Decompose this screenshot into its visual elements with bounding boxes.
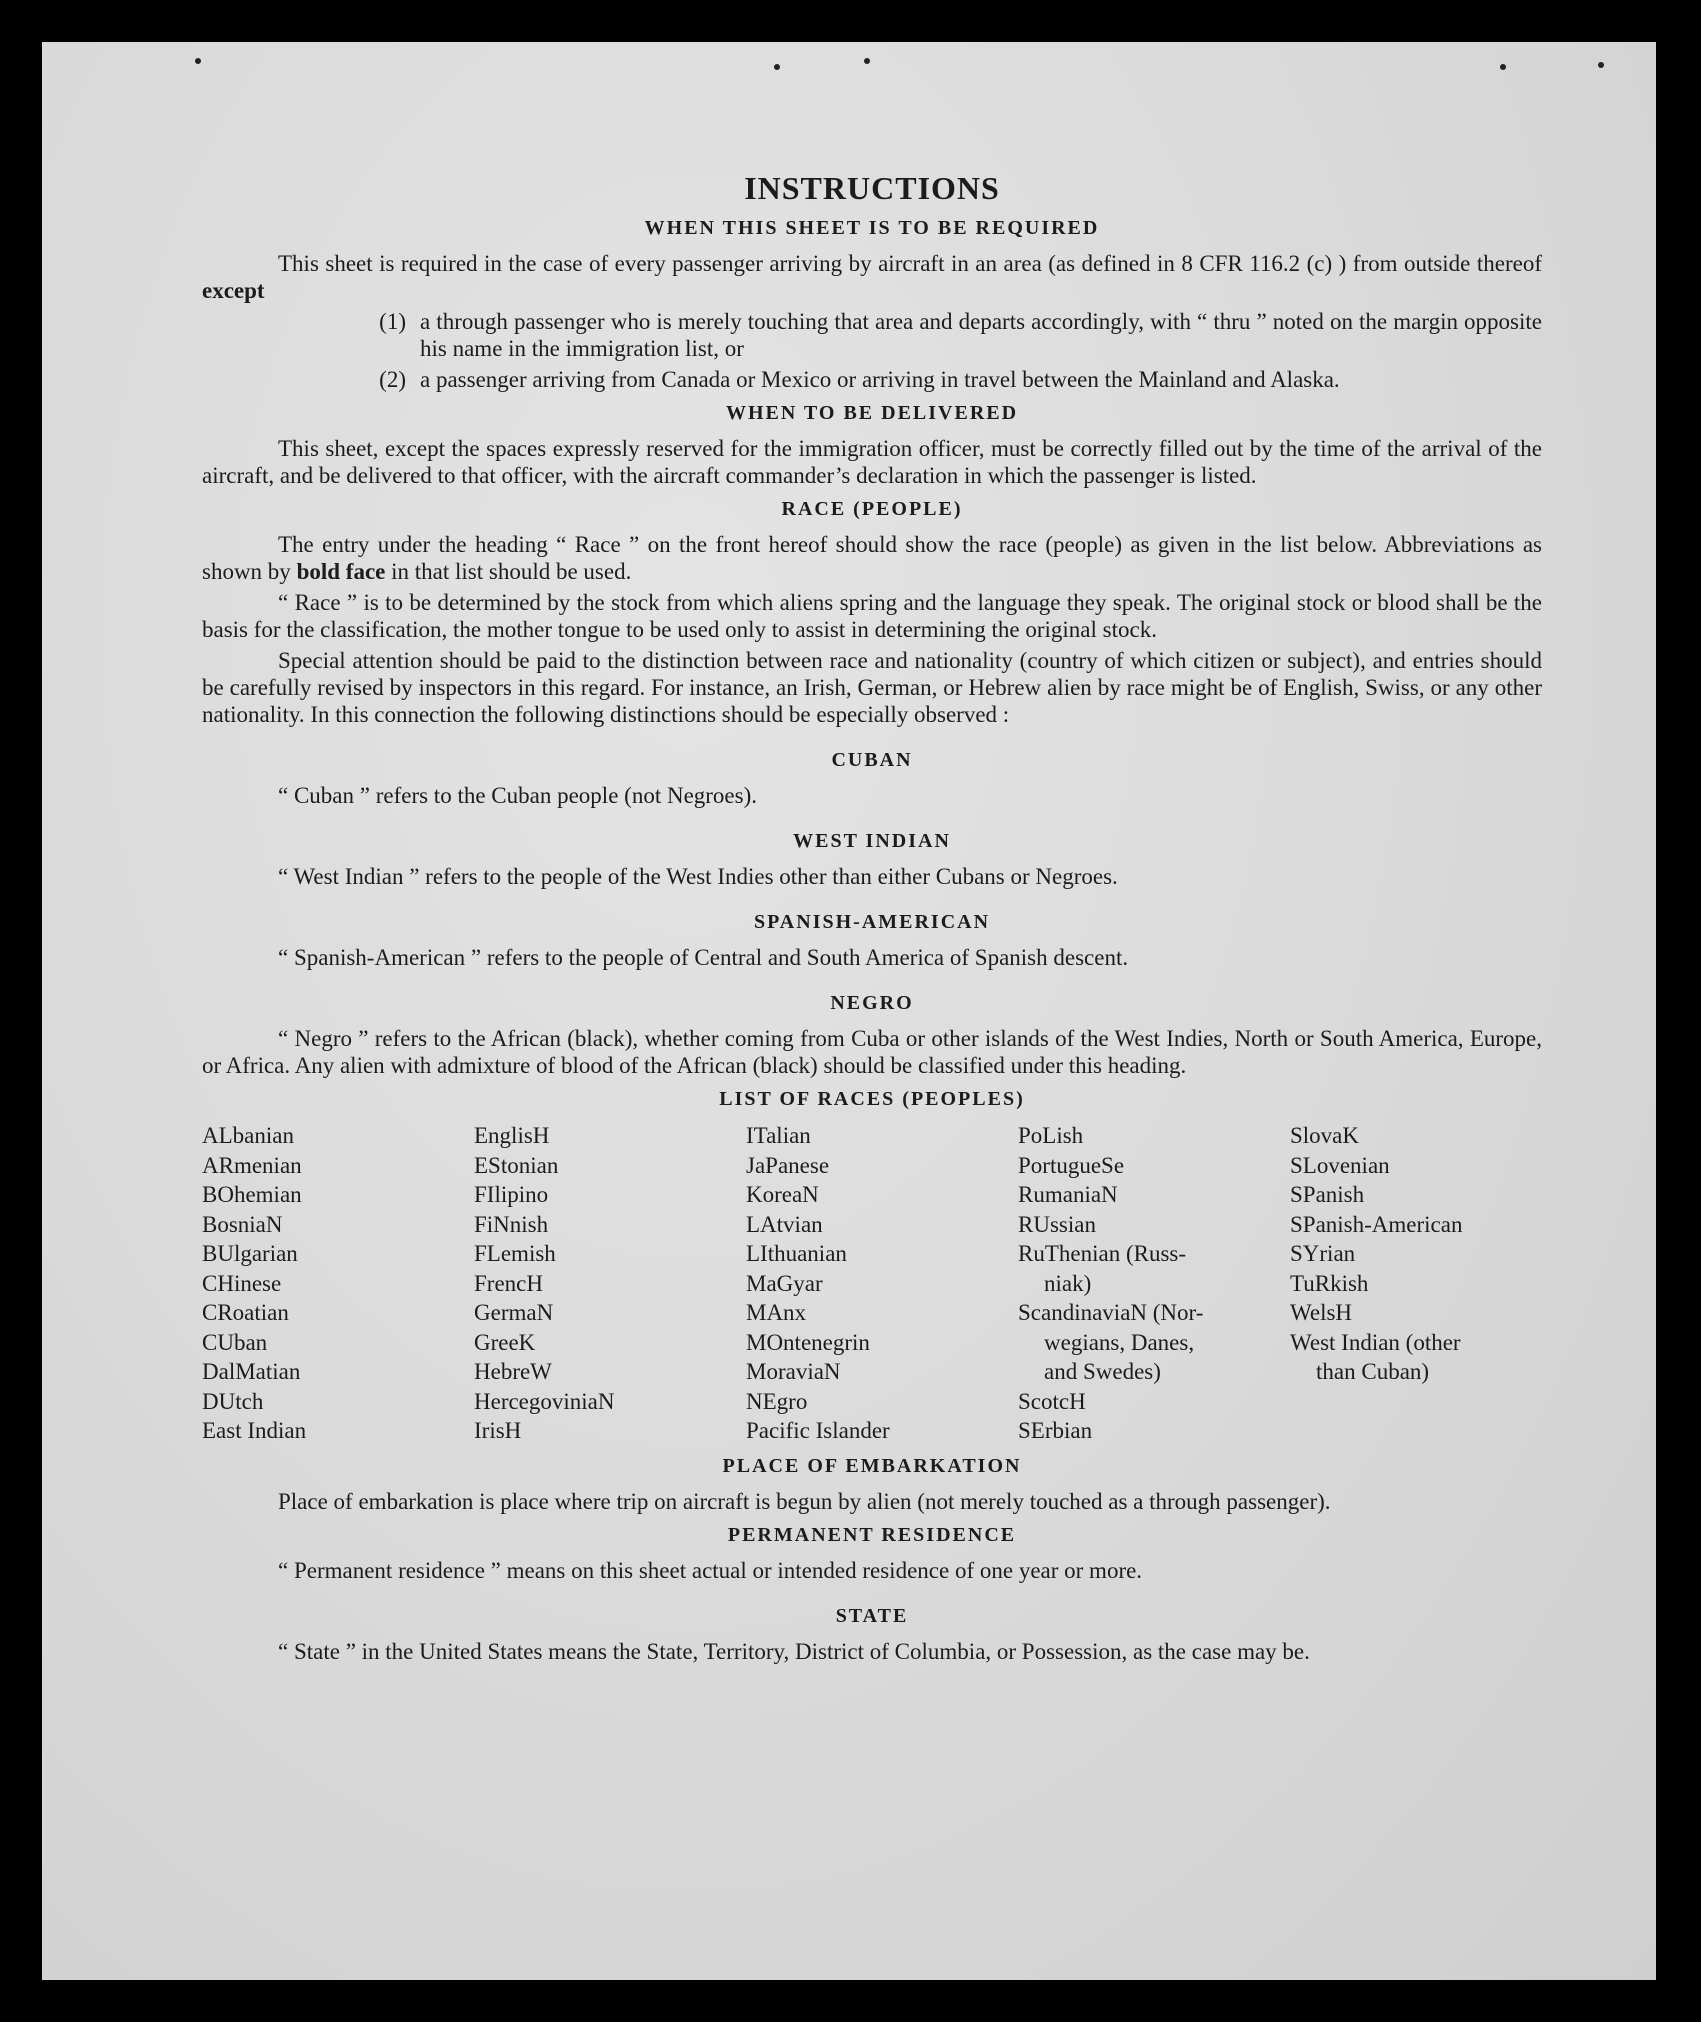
paragraph-race-2: “ Race ” is to be determined by the stock from which aliens spring and the language they speak. The original stock or blood shall be the basis for the classification, the mother tongue to be used only to assist in determining the original stock.	[202, 590, 1542, 642]
race-entry: FrencH	[474, 1270, 543, 1296]
speck	[1598, 62, 1604, 68]
race-entry: DalMatian	[202, 1359, 301, 1384]
race-entry: RuThenian (Russ-	[1018, 1241, 1187, 1266]
race-entry: BOhemian	[202, 1182, 302, 1207]
race-entry: SPanish	[1290, 1182, 1365, 1207]
race-entry: West Indian (other	[1290, 1329, 1461, 1355]
race-entry: wegians, Danes,	[1044, 1329, 1195, 1355]
races-column	[1290, 1121, 1542, 1446]
race-entry: EnglisH	[474, 1123, 550, 1148]
speck	[774, 64, 780, 70]
paragraph-when-delivered: This sheet, except the spaces expressly reserved for the immigration officer, must be correctly filled out by the time of the arrival of the aircraft, and be delivered to that officer, with the aircraft commander’s declaration in which the passenger is listed.	[202, 436, 1542, 488]
race-entry: IrisH	[474, 1418, 522, 1443]
race-entry: SPanish-American	[1290, 1211, 1463, 1237]
speck	[864, 58, 870, 64]
race-entry: PortugueSe	[1018, 1152, 1125, 1178]
race-entry: CRoatian	[202, 1300, 289, 1325]
race-entry: HercegoviniaN	[474, 1388, 615, 1414]
race-entry: PoLish	[1018, 1123, 1084, 1148]
races-list	[202, 1121, 1542, 1446]
heading-race: RACE (PEOPLE)	[781, 498, 963, 520]
paragraph-negro: “ Negro ” refers to the African (black), whether coming from Cuba or other islands of the West Indies, North or South America, Europe, or Africa. Any alien with admixture of blood of the African (black) should be classified under this heading.	[202, 1026, 1542, 1078]
race-entry: SlovaK	[1290, 1123, 1359, 1148]
heading-place-of-embarkation: PLACE OF EMBARKATION	[722, 1454, 1022, 1477]
page-title: INSTRUCTIONS	[744, 170, 1000, 206]
race-entry: MoraviaN	[746, 1359, 841, 1384]
races-column	[1018, 1121, 1290, 1446]
race-entry: CHinese	[202, 1270, 282, 1296]
race-entry: SYrian	[1290, 1241, 1356, 1266]
race-entry: Pacific Islander	[746, 1418, 890, 1443]
races-column	[474, 1121, 746, 1446]
race-entry: JaPanese	[746, 1152, 830, 1178]
races-column	[202, 1121, 474, 1446]
race-entry: MAnx	[746, 1300, 807, 1325]
paragraph-when-required: This sheet is required in the case of every passenger arriving by aircraft in an area (as defined in 8 CFR 116.2 (c) ) from outside thereof except	[202, 251, 1542, 303]
race-entry: MaGyar	[746, 1270, 823, 1296]
race-entry: RUssian	[1018, 1211, 1096, 1237]
paragraph-west-indian: “ West Indian ” refers to the people of the West Indies other than either Cubans or Negroes.	[278, 864, 1118, 889]
speck	[1500, 64, 1506, 70]
heading-when-delivered: WHEN TO BE DELIVERED	[725, 402, 1019, 424]
race-entry: EStonian	[474, 1152, 559, 1178]
emphasis-bold-face: bold face	[296, 559, 386, 584]
paragraph-race-3: Special attention should be paid to the distinction between race and nationality (country of which citizen or subject), and entries should be carefully revised by inspectors in this regard. For instance, an Irish, German, or Hebrew alien by race might be of English, Swiss, or any other nationality. In this connection the following distinctions should be especially observed :	[202, 648, 1542, 727]
paragraph-spanish-american: “ Spanish-American ” refers to the people of Central and South America of Spanish descent.	[278, 945, 1129, 970]
race-entry: LAtvian	[746, 1211, 823, 1237]
race-entry: than Cuban)	[1316, 1359, 1430, 1384]
paragraph-race-1: The entry under the heading “ Race ” on the front hereof should show the race (people) as given in the list below. Abbreviations as shown by bold face in that list should be used.	[202, 532, 1542, 584]
race-entry: MOntenegrin	[746, 1329, 870, 1355]
emphasis-except: except	[202, 278, 265, 303]
heading-cuban: CUBAN	[831, 749, 913, 771]
race-entry: HebreW	[474, 1359, 552, 1384]
instructions-body	[202, 168, 1542, 1669]
race-entry: NEgro	[746, 1388, 808, 1414]
race-entry: RumaniaN	[1018, 1182, 1118, 1207]
race-entry: ScotcH	[1018, 1388, 1086, 1414]
race-entry: niak)	[1044, 1270, 1092, 1296]
race-entry: GermaN	[474, 1300, 554, 1325]
race-entry: ITalian	[746, 1123, 811, 1148]
race-entry: ARmenian	[202, 1152, 302, 1178]
race-entry: LIthuanian	[746, 1241, 847, 1266]
heading-list-of-races: LIST OF RACES (PEOPLES)	[719, 1088, 1025, 1110]
speck	[195, 58, 201, 64]
race-entry: ScandinaviaN (Nor-	[1018, 1300, 1204, 1325]
race-entry: SLovenian	[1290, 1152, 1390, 1178]
exception-item: (2) a passenger arriving from Canada or Mexico or arriving in travel between the Mainland and Alaska.	[379, 367, 1340, 392]
race-entry: DUtch	[202, 1388, 264, 1414]
race-entry: FiNnish	[474, 1211, 549, 1237]
races-column	[746, 1121, 1018, 1446]
race-entry: GreeK	[474, 1329, 536, 1355]
race-entry: FIlipino	[474, 1182, 549, 1207]
document-page	[42, 42, 1656, 1980]
heading-when-required: WHEN THIS SHEET IS TO BE REQUIRED	[644, 217, 1100, 239]
paragraph-cuban: “ Cuban ” refers to the Cuban people (not Negroes).	[278, 783, 758, 808]
race-entry: KoreaN	[746, 1182, 819, 1207]
heading-negro: NEGRO	[830, 992, 914, 1014]
heading-state: STATE	[835, 1604, 909, 1627]
race-entry: WelsH	[1290, 1300, 1353, 1325]
paragraph-residence: “ Permanent residence ” means on this sheet actual or intended residence of one year or more.	[278, 1557, 1143, 1583]
race-entry: ALbanian	[202, 1123, 294, 1148]
race-entry: FLemish	[474, 1241, 556, 1266]
heading-west-indian: WEST INDIAN	[793, 830, 951, 852]
race-entry: East Indian	[202, 1418, 307, 1443]
race-entry: BUlgarian	[202, 1241, 298, 1266]
exception-item: (1) a through passenger who is merely touching that area and departs accordingly, with “ thru ” noted on the margin opposite his name in the immigration list, or	[379, 309, 1542, 361]
race-entry: TuRkish	[1290, 1270, 1369, 1296]
paragraph-state: “ State ” in the United States means the State, Territory, District of Columbia, or Possession, as the case may be.	[278, 1638, 1310, 1664]
race-entry: CUban	[202, 1329, 268, 1355]
race-entry: BosniaN	[202, 1211, 283, 1237]
paragraph-embarkation: Place of embarkation is place where trip on aircraft is begun by alien (not merely touched as a through passenger).	[278, 1488, 1331, 1514]
race-entry: SErbian	[1018, 1418, 1093, 1443]
race-entry: and Swedes)	[1044, 1359, 1161, 1384]
heading-spanish-american: SPANISH-AMERICAN	[753, 911, 991, 933]
heading-permanent-residence: PERMANENT RESIDENCE	[727, 1523, 1017, 1546]
